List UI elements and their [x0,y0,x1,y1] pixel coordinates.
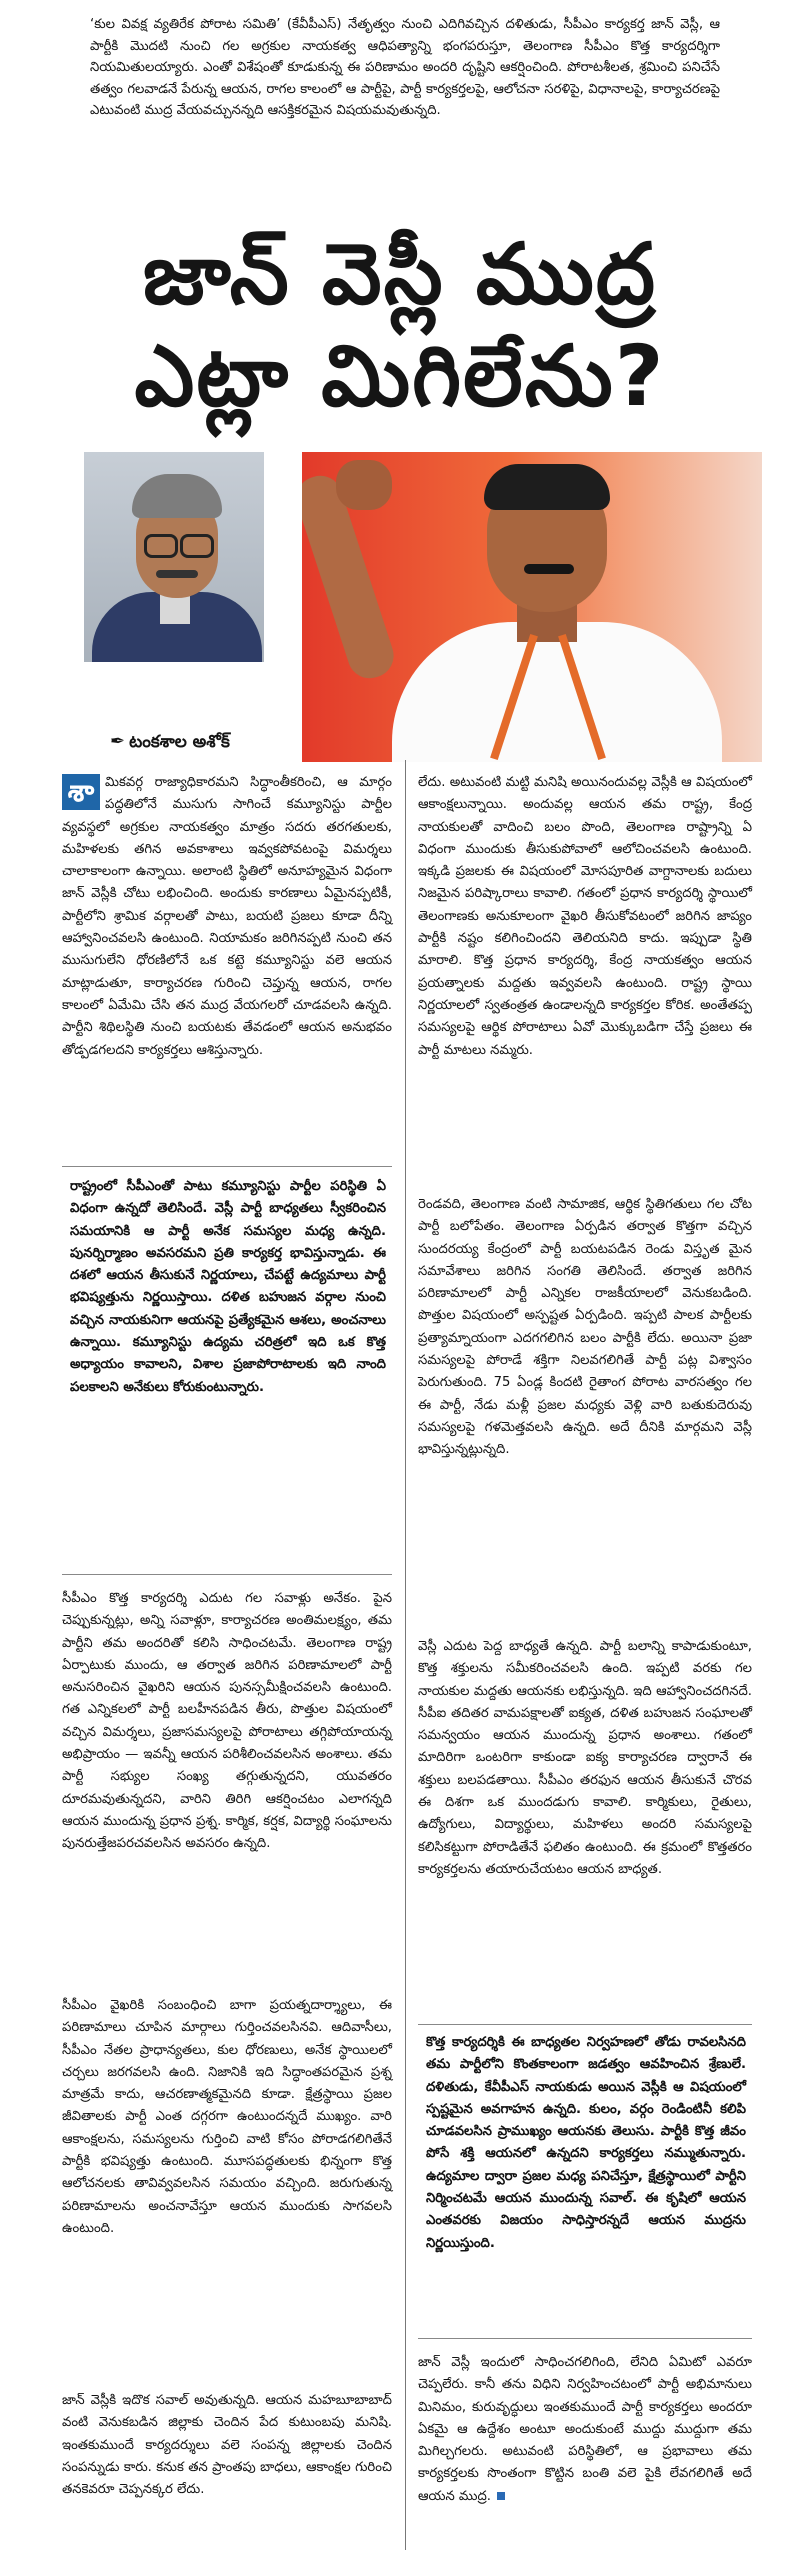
column-divider [405,760,406,2550]
col2-para-1: లేదు. అటువంటి మట్టి మనిషి అయినందువల్ల వెస్లీకి ఆ విషయంలో ఆకాంక్షలున్నాయి. అందువల్ల ఆయన తమ రాష్ట్ర, కేంద్ర నాయకులతో వాదించి బలం పొంది, తెలంగాణ రాష్ట్రాన్ని ఏ విధంగా ముందుకు తీసుకుపోవాలో ఆలోచించవలసి ఉంటుంది. ఇక్కడి ప్రజలకు ఈ విషయంలో మోసపూరిత వాగ్దానాలకు బదులు నిజమైన పరిష్కారాలు కావాలి. గతంలో ప్రధాన కార్యదర్శి స్థాయిలో తెలంగాణకు అనుకూలంగా వైఖరి తీసుకోవటంలో జరిగిన జాప్యం పార్టీకి నష్టం కలిగించిందని తెలియనిది కాదు. ఇప్పుడా స్థితి మారాలి. కొత్త ప్రధాన కార్యదర్శి, కేంద్ర నాయకత్వం ఆయన ప్రయత్నాలకు మద్దతు ఇవ్వవలసి ఉంటుంది. రాష్ట్ర స్థాయి నిర్ణయాలలో స్వతంత్రత ఉండాలన్నది కార్యకర్తల కోరిక. అంతేతప్ప సమస్యలపై ఆర్థిక పోరాటాలు ఏవో మొక్కుబడిగా చేస్తే ప్రజలు ఈ పార్టీ మాటలు నమ్మరు. [418,775,752,1058]
subject-photo [302,452,762,762]
highlight2-bottom-rule [418,2338,752,2339]
pen-icon: ✒ [110,731,126,752]
highlight-top-rule [62,1166,392,1167]
headline-line-2: ఎట్లా మిగిలేను? [134,327,666,425]
author-byline [110,731,230,756]
highlight2-top-rule [418,2024,752,2025]
col1-para-4: జాన్‌ వెస్లీకి ఇదొక సవాల్‌ అవుతున్నది. ఆయన మహబూబాబాద్‌ వంటి వెనుకబడిన జిల్లాకు చెందిన పేద కుటుంబపు మనిషి. ఇంతకుముందే కార్యదర్శులు వలె సంపన్న జిల్లాలకు చెందిన సంపన్నుడు కారు. కనుక తన ప్రాంతపు బాధలు, ఆకాంక్షల గురించి తనకెవరూ చెప్పనక్కర లేదు. [62,2393,392,2498]
article-intro: ‘కుల వివక్ష వ్యతిరేక పోరాట సమితి’ (కేవీపీఎస్‌) నేతృత్వం నుంచి ఎదిగివచ్చిన దళితుడు, సీపీఎం కార్యకర్త జాన్‌ వెస్లీ, ఆ పార్టీకి మొదటి నుంచి గల అగ్రకుల నాయకత్వ ఆధిపత్యాన్ని భంగపరుస్తూ, తెలంగాణ సీపీఎం కొత్త కార్యదర్శిగా నియమితులయ్యారు. ఎంతో విశేషంతో కూడుకున్న ఈ పరిణామం అందరి దృష్టిని ఆకర్షించింది. పోరాటశీలత, శ్రమించి పనిచేసే తత్వం గలవాడనే పేరున్న ఆయన, రాగల కాలంలో ఆ పార్టీపై, పార్టీ కార్యకర్తలపై, ఆలోచనా సరళిపై, విధానాలపై, కార్యాచరణపై ఎటువంటి ముద్ర వేయవచ్చునన్నది ఆసక్తికరమైన విషయమవుతున్నది. [90,17,720,118]
author-name: టంకశాల అశోక్‌ [129,732,230,752]
drop-cap: శా [62,774,100,810]
headline-line-1: జాన్‌ వెస్లీ ముద్ర [142,225,658,323]
col2-highlight: కొత్త కార్యదర్శికి ఈ బాధ్యతల నిర్వహణలో తోడు రావలసినది తమ పార్టీలోని కొంతకాలంగా జడత్వం ఆవహించిన శ్రేణులే. దళితుడు, కేవీపీఎస్‌ నాయకుడు అయిన వెస్లీకి ఆ విషయంలో స్పష్టమైన అవగాహన ఉన్నది. కులం, వర్గం రెండింటినీ కలిపి చూడవలసిన ప్రాముఖ్యం ఆయనకు తెలుసు. పార్టీకి కొత్త జీవం పోసే శక్తి ఆయనలో ఉన్నదని కార్యకర్తలు నమ్ముతున్నారు. ఉద్యమాల ద్వారా ప్రజల మధ్య పనిచేస్తూ, క్షేత్రస్థాయిలో పార్టీని నిర్మించటమే ఆయన ముందున్న సవాల్‌. ఈ కృషిలో ఆయన ఎంతవరకు విజయం సాధిస్తారన్నదే ఆయన ముద్రను నిర్ణయిస్తుంది. [426,2035,746,2251]
col1-para-1: శా మికవర్గ రాజ్యాధికారమని సిద్ధాంతీకరించి, ఆ మార్గం పద్ధతిలోనే ముసుగు సాగించే కమ్యూనిస్టు పార్టీల వ్యవస్థలో అగ్రకుల నాయకత్వం మాత్రం సదరు తరగతులకు, మహిళలకు తగిన అవకాశాలు ఇవ్వకపోవటంపై విమర్శలు చాలాకాలంగా ఉన్నాయి. అలాంటి స్థితిలో అనూహ్యమైన విధంగా జాన్‌ వెస్లీకి చోటు లభించింది. అందుకు కారణాలు ఏమైనప్పటికీ, పార్టీలోని శ్రామిక వర్గాలతో పాటు, బయటి ప్రజలు కూడా దీన్ని ఆహ్వానించవలసి ఉంటుంది. నియామకం జరిగినప్పటి నుంచి తన ముసుగులేని ధోరణిలోనే ఒక కట్టె కమ్యూనిస్టు వలె ఆయన మాట్లాడుతూ, కార్యాచరణ గురించి చెప్తున్న ఆయన, రాగల కాలంలో ఏమేమి చేసి తన ముద్ర వేయగలరో చూడవలసి ఉన్నది. పార్టీని శిథిలస్థితి నుంచి బయటకు తేవడంలో ఆయన అనుభవం తోడ్పడగలదని కార్యకర్తలు ఆశిస్తున్నారు. [62,774,392,1058]
end-mark-icon [497,2492,505,2500]
author-photo [84,452,264,662]
col1-para-3: సీపీఎం వైఖరికి సంబంధించి బాగా ప్రయత్నదార్శ్యాలు, ఈ పరిణామాలు చూపిన మార్గాలు గుర్తించవలసినవి. ఆదివాసీలు, సీపీఎం నేతల ప్రాధాన్యతలు, కుల ధోరణులు, అనేక స్థాయిలలో చర్చలు జరగవలసి ఉంది. నిజానికి ఇది సిద్ధాంతపరమైన ప్రశ్న మాత్రమే కాదు, ఆచరణాత్మకమైనది కూడా. క్షేత్రస్థాయి ప్రజల జీవితాలకు పార్టీ ఎంత దగ్గరగా ఉంటుందన్నదే ముఖ్యం. వారి ఆకాంక్షలను, సమస్యలను గుర్తించి వాటి కోసం పోరాడగలిగితేనే పార్టీకి భవిష్యత్తు ఉంటుంది. మూసపద్ధతులకు భిన్నంగా కొత్త ఆలోచనలకు తావివ్వవలసిన సమయం వచ్చింది. జరుగుతున్న పరిణామాలను అంచనావేస్తూ ఆయన ముందుకు సాగవలసి ఉంటుంది. [62,1998,392,2236]
col1-highlight: రాష్ట్రంలో సీపీఎంతో పాటు కమ్యూనిస్టు పార్టీల పరిస్థితి ఏ విధంగా ఉన్నదో తెలిసిందే. వెస్లీ పార్టీ బాధ్యతలు స్వీకరించిన సమయానికి ఆ పార్టీ అనేక సమస్యల మధ్య ఉన్నది. పునర్నిర్మాణం అవసరమని ప్రతి కార్యకర్త భావిస్తున్నాడు. ఈ దశలో ఆయన తీసుకునే నిర్ణయాలు, చేపట్టే ఉద్యమాలు పార్టీ భవిష్యత్తును నిర్ణయిస్తాయి. దళిత బహుజన వర్గాల నుంచి వచ్చిన నాయకునిగా ఆయనపై ప్రత్యేకమైన ఆశలు, అంచనాలు ఉన్నాయి. కమ్యూనిస్టు ఉద్యమ చరిత్రలో ఇది ఒక కొత్త అధ్యాయం కావాలని, విశాల ప్రజాపోరాటాలకు ఇది నాంది పలకాలని అనేకులు కోరుకుంటున్నారు. [70,1179,386,1395]
highlight-bottom-rule [62,1574,392,1575]
col2-para-2: రెండవది, తెలంగాణ వంటి సామాజిక, ఆర్థిక స్థితిగతులు గల చోట పార్టీ బలోపేతం. తెలంగాణ ఏర్పడిన తర్వాత కొత్తగా వచ్చిన సుందరయ్య కేంద్రంలో పార్టీ బయటపడిన రెండు విస్తృత మైన సమావేశాలు జరిగిన సంగతి తెలిసిందే. తర్వాత జరిగిన పరిణామాలలో పార్టీ ఎన్నికల రాజకీయాలలో వెనుకబడింది. పొత్తుల విషయంలో అస్పష్టత ఏర్పడింది. ఇప్పటి పాలక పార్టీలకు ప్రత్యామ్నాయంగా ఎదగగలిగిన బలం పార్టీకి లేదు. అయినా ప్రజా సమస్యలపై పోరాడే శక్తిగా నిలవగలిగితే పార్టీ పట్ల విశ్వాసం పెరుగుతుంది. 75 ఏండ్ల కిందటి రైతాంగ పోరాట వారసత్వం గల ఈ పార్టీ, నేడు మళ్లీ ప్రజల మధ్యకు వెళ్లి వారి బతుకుదెరువు సమస్యలపై గళమెత్తవలసి ఉన్నది. అదే దీనికి మార్గమని వెస్లీ భావిస్తున్నట్లున్నది. [418,1197,752,1458]
col2-para-4: జాన్‌ వెస్లీ ఇందులో సాధించగలిగింది, లేనిది ఏమిటో ఎవరూ చెప్పలేరు. కానీ తను విధిని నిర్వహించటంలో పార్టీ అభిమానులు మినిమం, కురువృద్ధులు ఇంతకుముందే పార్టీ కార్యకర్తలు అందరూ ఏకమై ఆ ఉద్దేశం అంటూ అందుకుంటే ముద్దు ముద్దుగా తమ మిగిల్చగలరు. అటువంటి పరిస్థితిలో, ఆ ప్రభావాలు తమ కార్యకర్తలకు సొంతంగా కొట్టిన బంతి వలె పైకి లేవగలిగితే అదే ఆయన ముద్ర. [418,2355,752,2504]
col2-para-3: వెస్లీ ఎదుట పెద్ద బాధ్యతే ఉన్నది. పార్టీ బలాన్ని కాపాడుకుంటూ, కొత్త శక్తులను సమీకరించవలసి ఉంది. ఇప్పటి వరకు గల నాయకుల మద్దతు ఆయనకు లభిస్తున్నది. ఇది ఆహ్వానించదగినదే. సీపీఐ తదితర వామపక్షాలతో ఐక్యత, దళిత బహుజన సంఘాలతో సమన్వయం ఆయన ముందున్న ప్రధాన అంశాలు. గతంలో మాదిరిగా ఒంటరిగా కాకుండా ఐక్య కార్యాచరణ ద్వారానే ఈ శక్తులు బలపడతాయి. సీపీఎం తరఫున ఆయన తీసుకునే చొరవ ఈ దిశగా ఒక ముందడుగు కావాలి. కార్మికులు, రైతులు, ఉద్యోగులు, విద్యార్థులు, మహిళలు అందరి సమస్యలపై కలిసికట్టుగా పోరాడితేనే ఫలితం ఉంటుంది. ఈ క్రమంలో కొత్తతరం కార్యకర్తలను తయారుచేయటం ఆయన బాధ్యత. [418,1639,752,1877]
col1-para-2: సీపీఎం కొత్త కార్యదర్శి ఎదుట గల సవాళ్లు అనేకం. పైన చెప్పుకున్నట్లు, అన్ని సవాళ్లూ, కార్యాచరణ అంతిమలక్ష్యం, తమ పార్టీని తమ అందరితో కలిసి సాధించటమే. తెలంగాణ రాష్ట్ర ఏర్పాటుకు ముందు, ఆ తర్వాత జరిగిన పరిణామాలలో పార్టీ అనుసరించిన వైఖరిని ఆయన పునస్సమీక్షించవలసి ఉంటుంది. గత ఎన్నికలలో పార్టీ బలహీనపడిన తీరు, పొత్తుల విషయంలో వచ్చిన విమర్శలు, ప్రజాసమస్యలపై పోరాటాలు తగ్గిపోయాయన్న అభిప్రాయం — ఇవన్నీ ఆయన పరిశీలించవలసిన అంశాలు. తమ పార్టీ సభ్యుల సంఖ్య తగ్గుతున్నదని, యువతరం దూరమవుతున్నదని, వారిని తిరిగి ఆకర్షించటం ఎలాగన్నది ఆయన ముందున్న ప్రధాన ప్రశ్న. కార్మిక, కర్షక, విద్యార్థి సంఘాలను పునరుత్తేజపరచవలసిన అవసరం ఉన్నది. [62,1591,392,1852]
